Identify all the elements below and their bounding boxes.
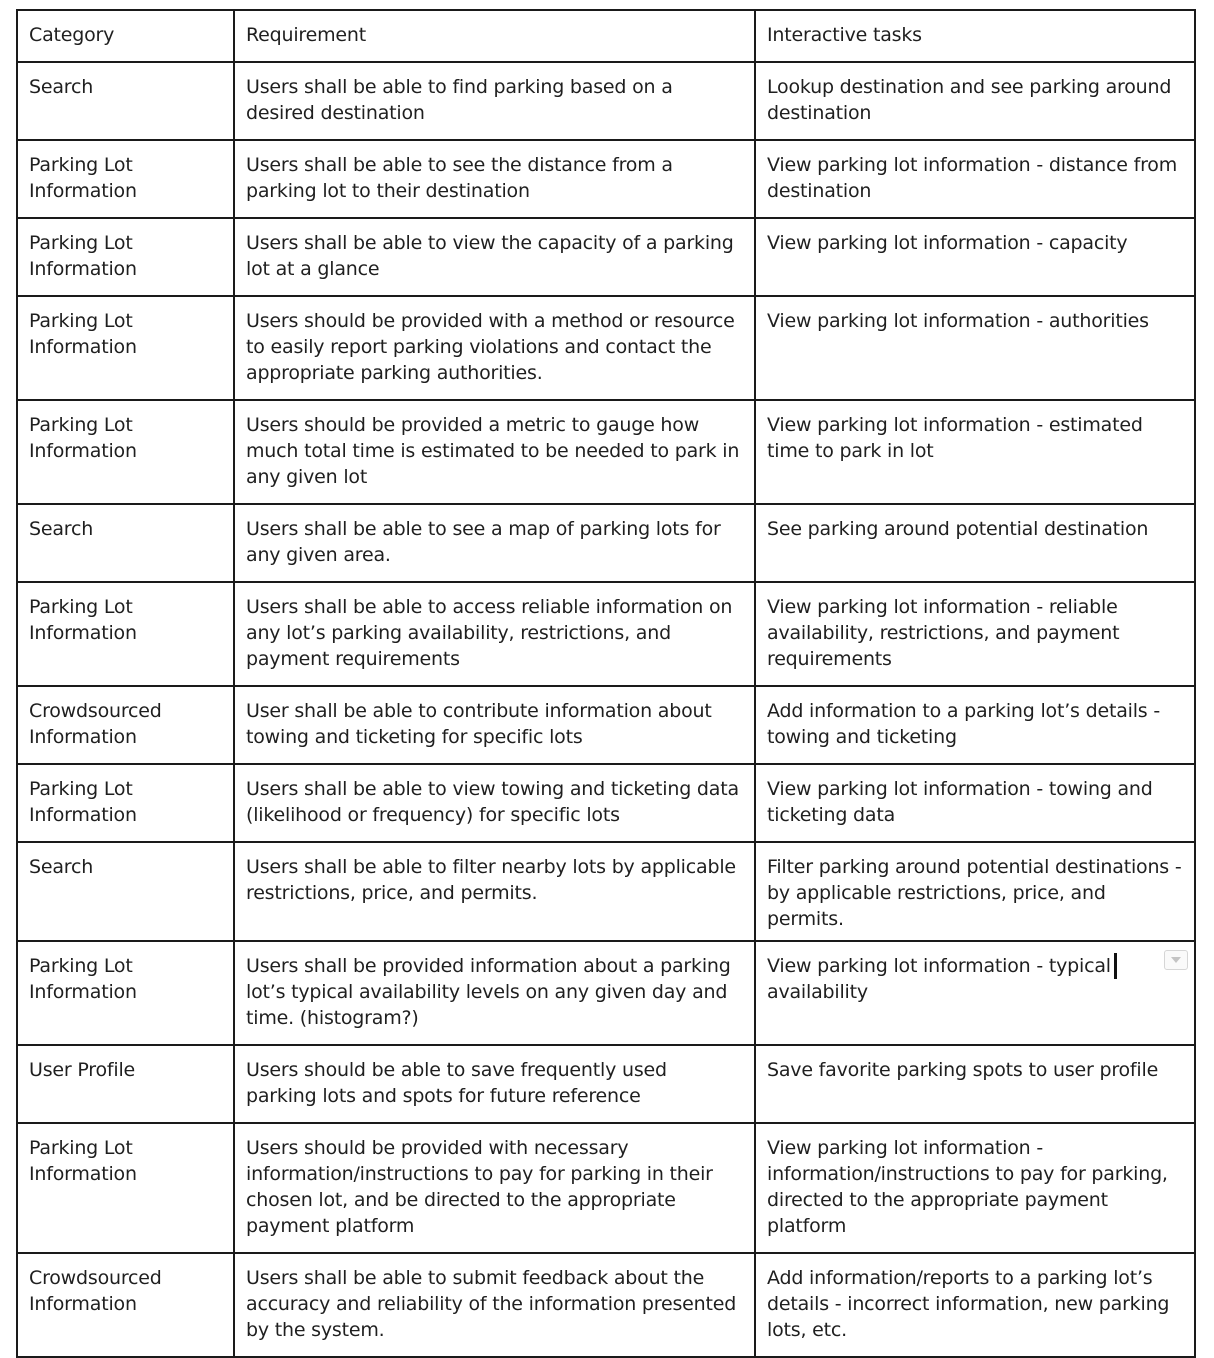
table-row bbox=[17, 941, 1195, 1045]
requirement-cell[interactable]: Users should be provided a metric to gauge how much total time is estimated to be needed to park in any given lot bbox=[234, 400, 755, 504]
table-row bbox=[17, 296, 1195, 400]
requirement-cell[interactable]: Users should be provided with necessary information/instructions to pay for parking in their chosen lot, and be directed to the appropriate payment platform bbox=[234, 1123, 755, 1253]
category-cell[interactable]: Crowdsourced Information bbox=[17, 686, 234, 764]
requirement-cell[interactable]: Users shall be provided information about a parking lot’s typical availability levels on any given day and time. (histogram?) bbox=[234, 941, 755, 1045]
category-cell[interactable]: Parking Lot Information bbox=[17, 764, 234, 842]
header-interactive-tasks[interactable]: Interactive tasks bbox=[755, 10, 1195, 62]
category-cell[interactable]: Crowdsourced Information bbox=[17, 1253, 234, 1357]
requirement-cell[interactable]: Users should be able to save frequently used parking lots and spots for future reference bbox=[234, 1045, 755, 1123]
task-cell-active[interactable] bbox=[755, 941, 1195, 1045]
task-cell[interactable]: Save favorite parking spots to user profile bbox=[755, 1045, 1195, 1123]
table-row bbox=[17, 1045, 1195, 1123]
task-cell[interactable]: View parking lot information - capacity bbox=[755, 218, 1195, 296]
category-cell[interactable]: User Profile bbox=[17, 1045, 234, 1123]
requirement-cell[interactable]: Users shall be able to view towing and ticketing data (likelihood or frequency) for specific lots bbox=[234, 764, 755, 842]
header-requirement[interactable]: Requirement bbox=[234, 10, 755, 62]
task-cell-text: View parking lot information - typical availability bbox=[767, 955, 1117, 1003]
requirement-cell[interactable]: Users shall be able to see a map of parking lots for any given area. bbox=[234, 504, 755, 582]
task-cell[interactable]: View parking lot information - information/instructions to pay for parking, directed to the appropriate payment platform bbox=[755, 1123, 1195, 1253]
requirement-cell[interactable]: Users shall be able to view the capacity of a parking lot at a glance bbox=[234, 218, 755, 296]
task-cell[interactable]: View parking lot information - towing and ticketing data bbox=[755, 764, 1195, 842]
task-cell[interactable]: View parking lot information - authorities bbox=[755, 296, 1195, 400]
task-cell[interactable]: View parking lot information - reliable availability, restrictions, and payment requirements bbox=[755, 582, 1195, 686]
requirement-cell[interactable]: Users shall be able to find parking based on a desired destination bbox=[234, 62, 755, 140]
category-cell[interactable]: Parking Lot Information bbox=[17, 218, 234, 296]
category-cell[interactable]: Parking Lot Information bbox=[17, 140, 234, 218]
task-cell[interactable]: Filter parking around potential destinations - by applicable restrictions, price, and permits. bbox=[755, 842, 1195, 941]
requirement-cell[interactable]: Users shall be able to filter nearby lots by applicable restrictions, price, and permits. bbox=[234, 842, 755, 941]
requirement-cell[interactable]: Users should be provided with a method or resource to easily report parking violations and contact the appropriate parking authorities. bbox=[234, 296, 755, 400]
category-cell[interactable]: Search bbox=[17, 62, 234, 140]
table-row bbox=[17, 1123, 1195, 1253]
table-row bbox=[17, 218, 1195, 296]
table-row bbox=[17, 504, 1195, 582]
task-cell[interactable]: View parking lot information - distance from destination bbox=[755, 140, 1195, 218]
table-row bbox=[17, 764, 1195, 842]
category-cell[interactable]: Parking Lot Information bbox=[17, 941, 234, 1045]
task-cell[interactable]: View parking lot information - estimated time to park in lot bbox=[755, 400, 1195, 504]
table-row bbox=[17, 62, 1195, 140]
task-cell[interactable]: Lookup destination and see parking around destination bbox=[755, 62, 1195, 140]
requirement-cell[interactable]: Users shall be able to see the distance from a parking lot to their destination bbox=[234, 140, 755, 218]
table-row bbox=[17, 400, 1195, 504]
category-cell[interactable]: Parking Lot Information bbox=[17, 1123, 234, 1253]
text-cursor bbox=[1114, 953, 1117, 979]
table-row bbox=[17, 686, 1195, 764]
table-row bbox=[17, 582, 1195, 686]
table-row bbox=[17, 842, 1195, 941]
requirement-cell[interactable]: User shall be able to contribute information about towing and ticketing for specific lots bbox=[234, 686, 755, 764]
requirement-cell[interactable]: Users shall be able to submit feedback about the accuracy and reliability of the information presented by the system. bbox=[234, 1253, 755, 1357]
task-cell[interactable]: Add information/reports to a parking lot’s details - incorrect information, new parking lots, etc. bbox=[755, 1253, 1195, 1357]
category-cell[interactable]: Parking Lot Information bbox=[17, 582, 234, 686]
requirement-cell[interactable]: Users shall be able to access reliable information on any lot’s parking availability, restrictions, and payment requirements bbox=[234, 582, 755, 686]
category-cell[interactable]: Parking Lot Information bbox=[17, 296, 234, 400]
header-category[interactable]: Category bbox=[17, 10, 234, 62]
category-cell[interactable]: Search bbox=[17, 504, 234, 582]
chevron-down-icon[interactable] bbox=[1164, 950, 1188, 970]
task-cell[interactable]: See parking around potential destination bbox=[755, 504, 1195, 582]
category-cell[interactable]: Parking Lot Information bbox=[17, 400, 234, 504]
requirements-table bbox=[16, 9, 1196, 1358]
table-header-row bbox=[17, 10, 1195, 62]
table-row bbox=[17, 140, 1195, 218]
category-cell[interactable]: Search bbox=[17, 842, 234, 941]
table-row bbox=[17, 1253, 1195, 1357]
task-cell[interactable]: Add information to a parking lot’s details - towing and ticketing bbox=[755, 686, 1195, 764]
